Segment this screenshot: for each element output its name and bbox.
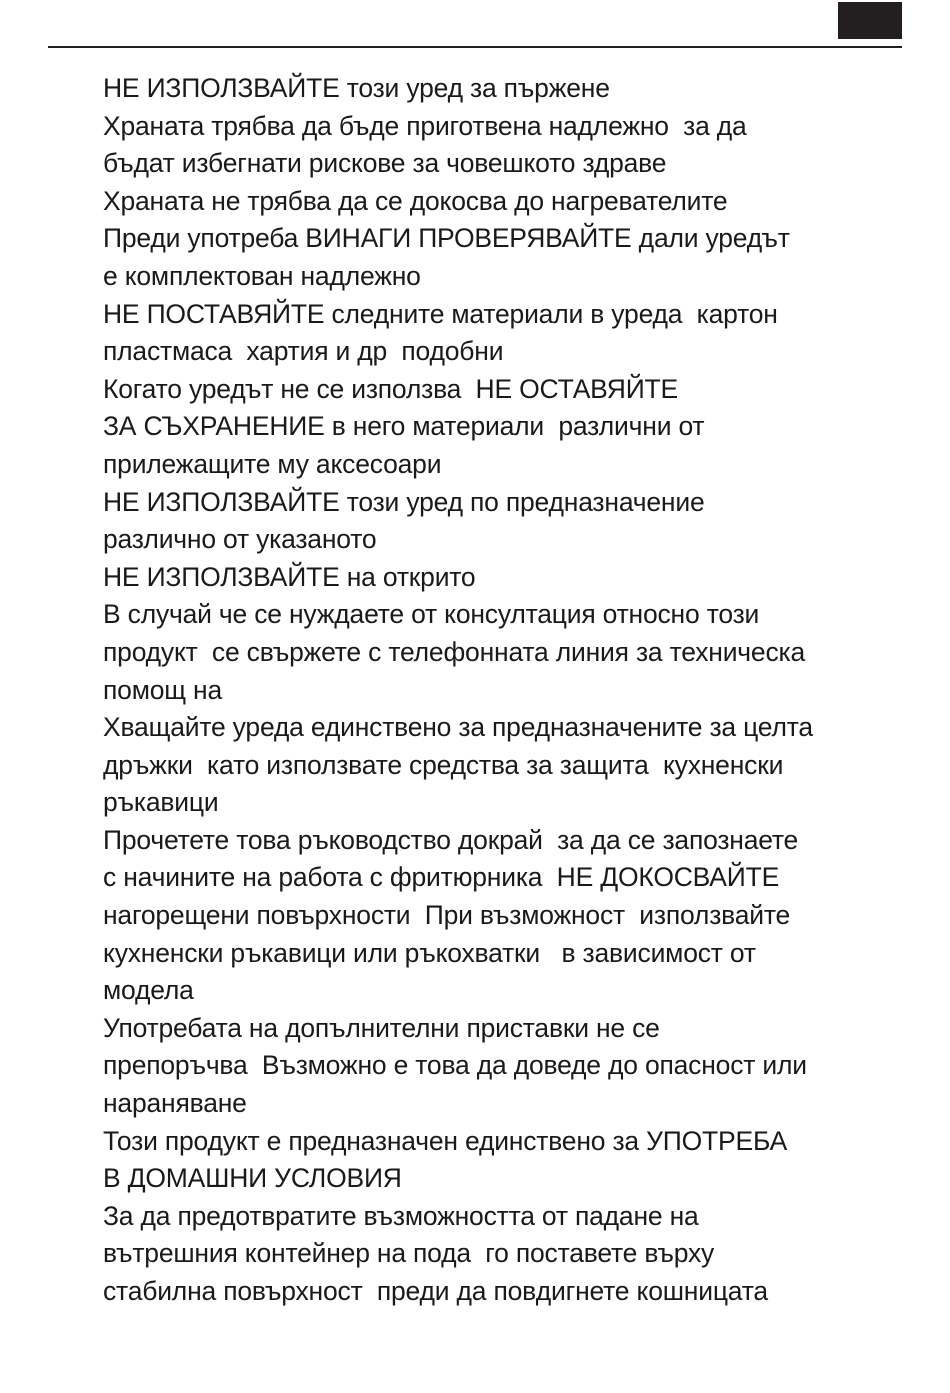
text-line: дръжки като използвате средства за защита кухненски [103,749,784,780]
text-line: НЕ ИЗПОЛЗВАЙТЕ на открито [103,561,476,592]
text-line: Хващайте уреда единствено за предназначените за целта [103,712,813,743]
text-line: модела [103,975,194,1006]
text-line: помощ на [103,674,222,705]
text-line: НЕ ИЗПОЛЗВАЙТЕ този уред по предназначение [103,486,705,517]
text-line: Храната трябва да бъде приготвена надлежно за да [103,110,747,141]
text-line: нараняване [103,1088,247,1119]
text-line: пластмаса хартия и др подобни [103,336,504,367]
text-line: В ДОМАШНИ УСЛОВИЯ [103,1163,402,1194]
text-line: продукт се свържете с телефонната линия за техническа [103,636,806,667]
text-line: с начините на работа с фритюрника НЕ ДОКОСВАЙТЕ [103,862,780,893]
text-line: нагорещени повърхности При възможност използвайте [103,900,791,931]
text-line: В случай че се нуждаете от консултация относно този [103,599,760,630]
text-line: кухненски ръкавици или ръкохватки в зависимост от [103,937,756,968]
text-line: прилежащите му аксесоари [103,448,442,479]
text-line: стабилна повърхност преди да повдигнете кошницата [103,1276,768,1306]
header-divider [48,46,902,48]
safety-instructions-text [103,70,903,1311]
text-line: ръкавици [103,787,219,818]
text-line: препоръчва Възможно е това да доведе до опасност или [103,1050,807,1081]
text-line: вътрешния контейнер на пода го поставете върху [103,1238,715,1269]
text-line: е комплектован надлежно [103,260,421,291]
page-corner-tab [838,2,902,39]
text-line: ЗА СЪХРАНЕНИЕ в него материали различни от [103,411,705,442]
text-line: Храната не трябва да се докосва до нагревателите [103,185,728,216]
text-line: НЕ ПОСТАВЯЙТЕ следните материали в уреда картон [103,298,778,329]
text-line: различно от указаното [103,524,377,555]
text-line: Когато уредът не се използва НЕ ОСТАВЯЙТЕ [103,373,679,404]
text-line: Употребата на допълнителни приставки не се [103,1012,660,1043]
text-line: Преди употреба ВИНАГИ ПРОВЕРЯВАЙТЕ дали уредът [103,223,790,254]
text-line: Прочетете това ръководство докрай за да се запознаете [103,824,799,855]
text-line: Този продукт е предназначен единствено за УПОТРЕБА [103,1125,788,1156]
text-line: За да предотвратите възможността от падане на [103,1200,699,1231]
text-line: НЕ ИЗПОЛЗВАЙТЕ този уред за пържене [103,73,610,103]
text-line: бъдат избегнати рискове за човешкото здраве [103,148,667,179]
